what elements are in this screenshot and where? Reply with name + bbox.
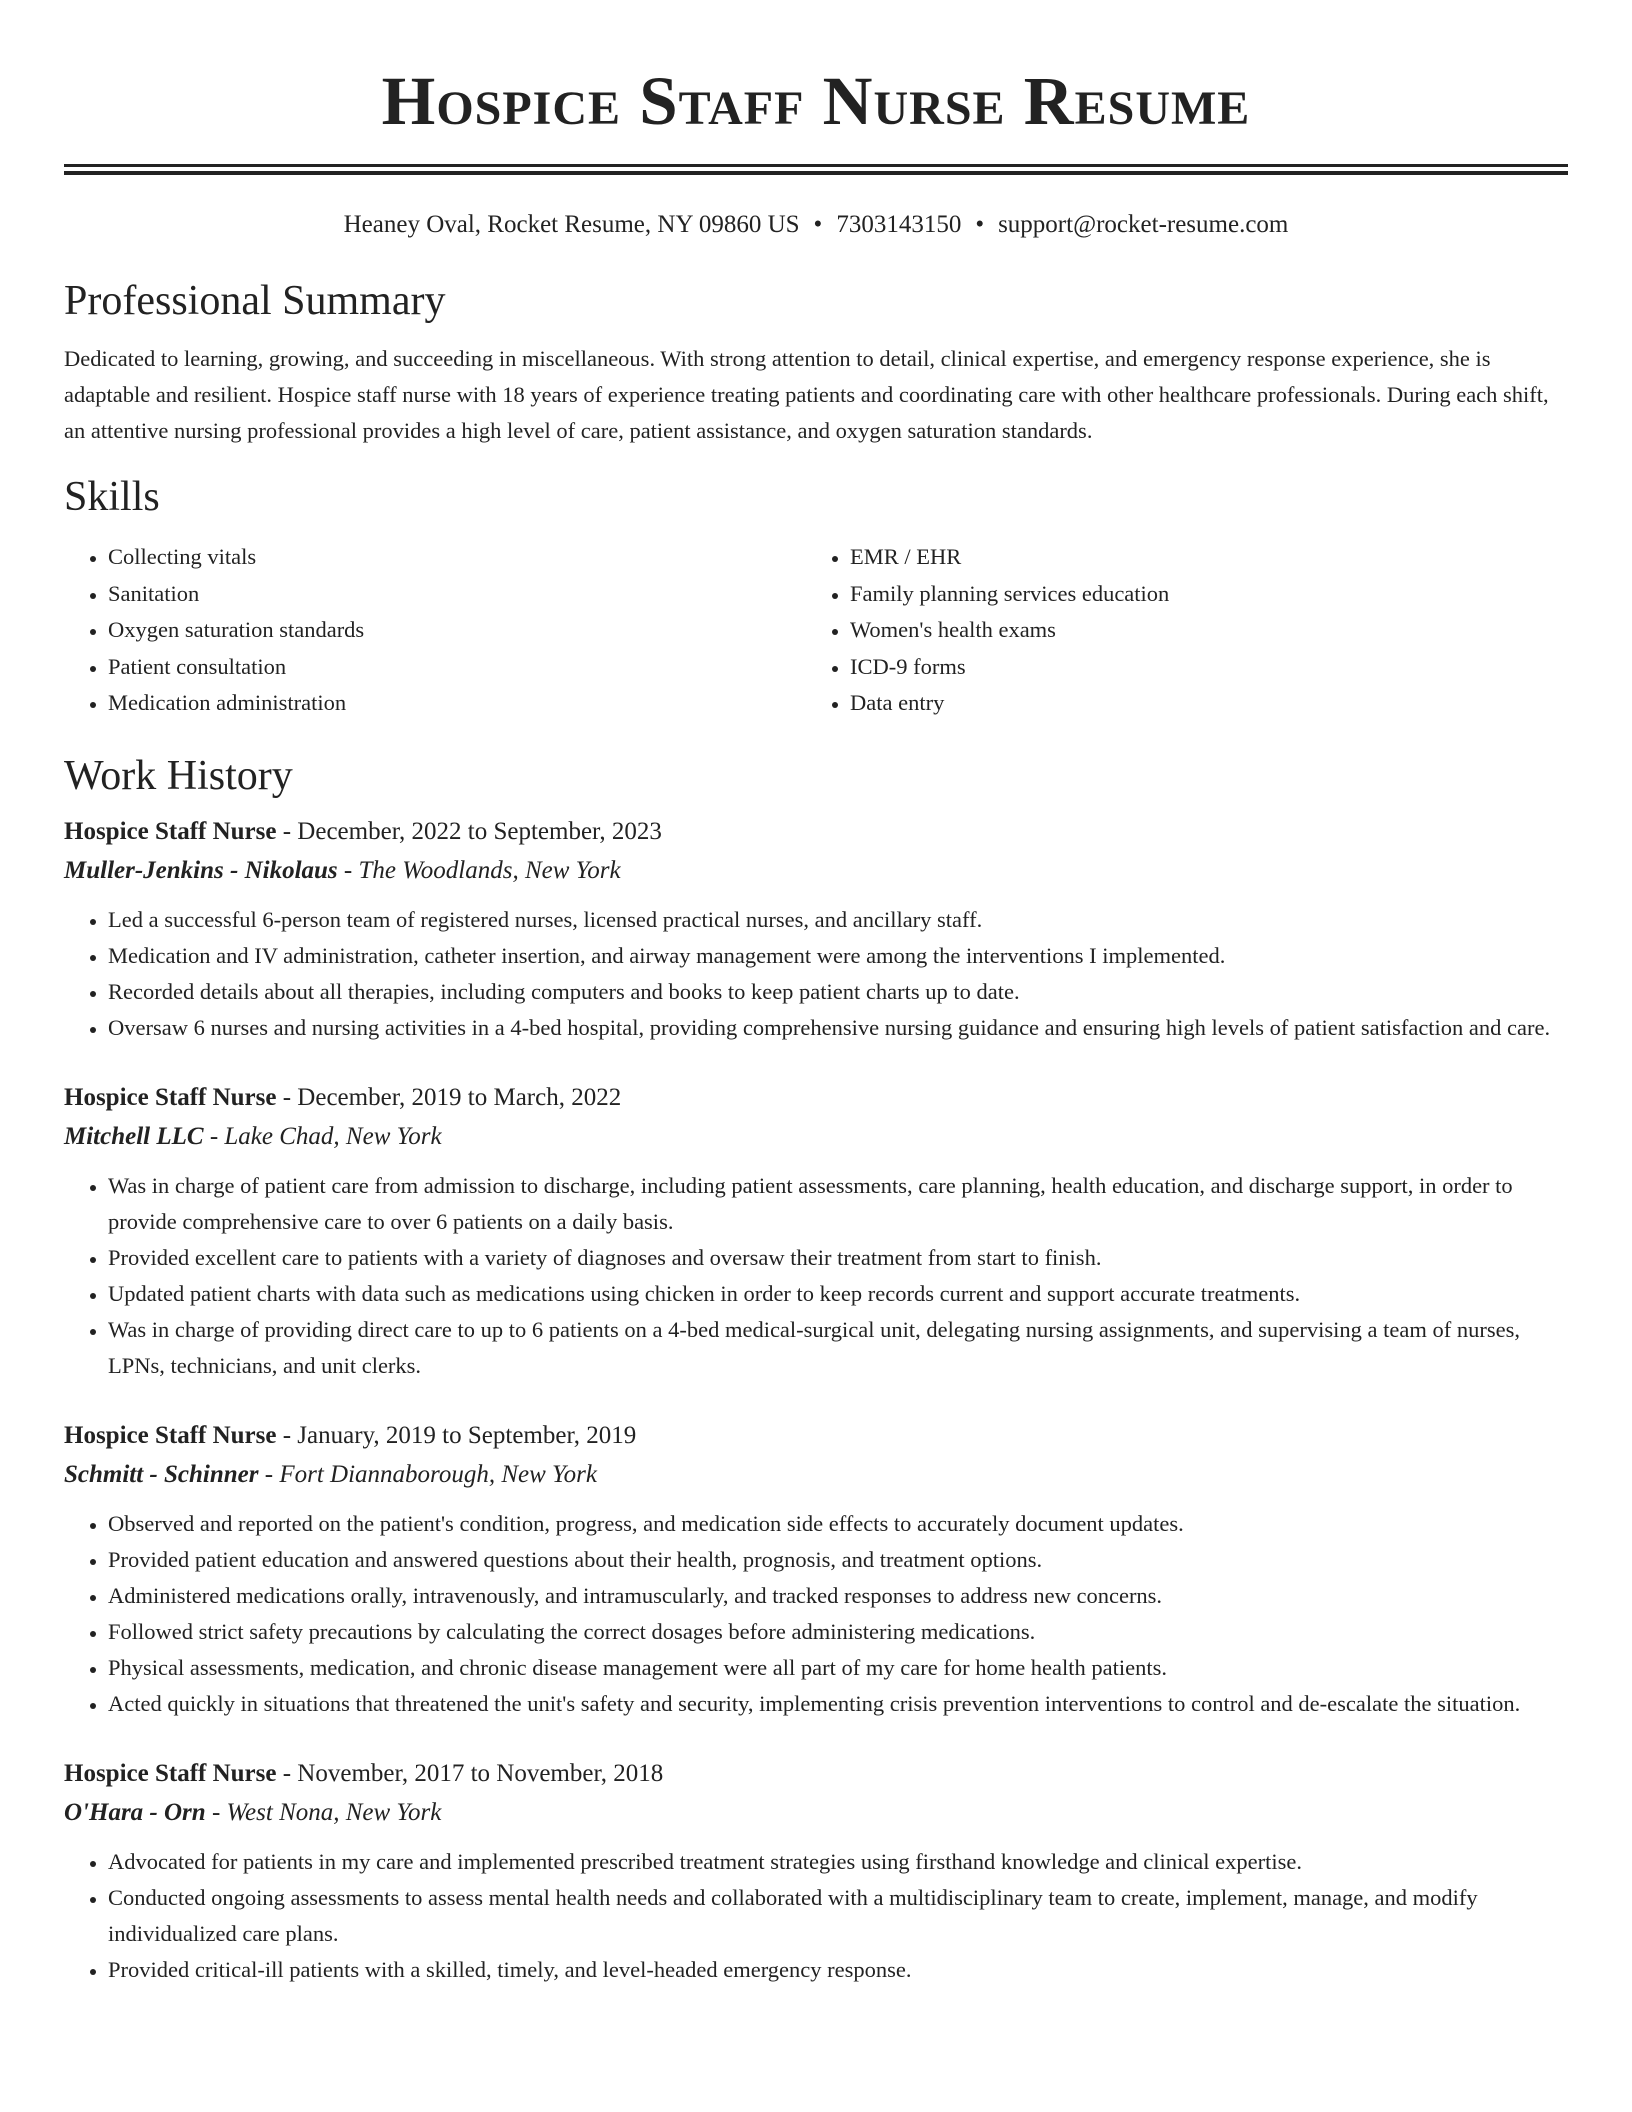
job-location: - West Nona, New York — [205, 1798, 442, 1826]
job-entry — [64, 1416, 1568, 1722]
job-bullets — [64, 1506, 1568, 1722]
skills-heading: Skills — [64, 474, 160, 520]
job-entry — [64, 1754, 1568, 1988]
skill-item: • Data entry — [850, 685, 1548, 722]
job-header — [64, 1416, 1568, 1456]
job-bullet: • Administered medications orally, intravenously, and intramuscularly, and tracked responses to address new concerns. — [108, 1578, 1568, 1614]
job-bullet: • Provided patient education and answered questions about their health, prognosis, and treatment options. — [108, 1542, 1568, 1578]
job-title: Hospice Staff Nurse — [64, 1421, 277, 1449]
job-header — [64, 1754, 1568, 1794]
job-spacer — [64, 1384, 1568, 1416]
job-bullet: • Acted quickly in situations that threatened the unit's safety and security, implementing crisis prevention interventions to control and de-escalate the situation. — [108, 1686, 1568, 1722]
job-bullet: • Medication and IV administration, catheter insertion, and airway management were among the interventions I implemented. — [108, 938, 1568, 974]
job-bullet: • Physical assessments, medication, and chronic disease management were all part of my care for home health patients. — [108, 1650, 1568, 1686]
job-company-line — [64, 852, 1568, 890]
job-dates: - December, 2022 to September, 2023 — [276, 817, 662, 845]
job-bullet: • Was in charge of providing direct care to up to 6 patients on a 4-bed medical-surgical unit, delegating nursing assignments, and supervising a team of nurses, LPNs, technicians, and unit clerks. — [108, 1312, 1568, 1384]
job-company-line — [64, 1118, 1568, 1156]
contact-phone: 7303143150 — [836, 211, 962, 238]
job-location: - The Woodlands, New York — [337, 856, 621, 884]
skill-item: • Patient consultation — [108, 649, 806, 686]
job-bullet: • Oversaw 6 nurses and nursing activities in a 4-bed hospital, providing comprehensive nursing guidance and ensuring high levels of patient satisfaction and care. — [108, 1010, 1568, 1046]
job-bullet: • Recorded details about all therapies, including computers and books to keep patient charts up to date. — [108, 974, 1568, 1010]
job-title: Hospice Staff Nurse — [64, 1083, 277, 1111]
skill-item: • Family planning services education — [850, 576, 1548, 613]
job-dates: - December, 2019 to March, 2022 — [276, 1083, 622, 1111]
job-bullet: • Updated patient charts with data such as medications using chicken in order to keep records current and support accurate treatments. — [108, 1276, 1568, 1312]
skill-item: • Sanitation — [108, 576, 806, 613]
skill-item: • Collecting vitals — [108, 539, 806, 576]
skills-list — [64, 539, 1568, 722]
job-location: - Fort Diannaborough, New York — [258, 1460, 597, 1488]
job-company-line — [64, 1456, 1568, 1494]
work-history-heading: Work History — [64, 752, 293, 799]
title-divider — [64, 164, 1568, 175]
job-bullet: • Followed strict safety precautions by calculating the correct dosages before administering medications. — [108, 1614, 1568, 1650]
job-header — [64, 812, 1568, 852]
job-company: Schmitt - Schinner — [64, 1460, 259, 1488]
skill-item: • EMR / EHR — [850, 539, 1548, 576]
job-title: Hospice Staff Nurse — [64, 817, 277, 845]
skill-item: • ICD-9 forms — [850, 649, 1548, 686]
job-dates: - November, 2017 to November, 2018 — [276, 1759, 664, 1787]
job-company: Muller-Jenkins - Nikolaus — [64, 856, 338, 884]
job-company-line — [64, 1794, 1568, 1832]
job-header — [64, 1078, 1568, 1118]
job-bullets — [64, 1844, 1568, 1988]
job-entry — [64, 812, 1568, 1046]
skills-column-left — [64, 539, 806, 722]
job-bullets — [64, 1168, 1568, 1384]
job-bullet: • Led a successful 6-person team of registered nurses, licensed practical nurses, and ancillary staff. — [108, 902, 1568, 938]
job-location: - Lake Chad, New York — [203, 1122, 442, 1150]
job-dates: - January, 2019 to September, 2019 — [276, 1421, 637, 1449]
job-bullets — [64, 902, 1568, 1046]
job-bullet: • Conducted ongoing assessments to assess mental health needs and collaborated with a multidisciplinary team to create, implement, manage, and modify individualized care plans. — [108, 1880, 1568, 1952]
job-company: Mitchell LLC — [64, 1122, 204, 1150]
job-bullet: • Provided excellent care to patients with a variety of diagnoses and oversaw their treatment from start to finish. — [108, 1240, 1568, 1276]
skill-item: • Medication administration — [108, 685, 806, 722]
job-bullet: • Provided critical-ill patients with a skilled, timely, and level-headed emergency response. — [108, 1952, 1568, 1988]
contact-address: Heaney Oval, Rocket Resume, NY 09860 US — [343, 211, 800, 238]
skill-item: • Women's health exams — [850, 612, 1548, 649]
job-title: Hospice Staff Nurse — [64, 1759, 277, 1787]
page-title: Hospice Staff Nurse Resume — [381, 63, 1251, 139]
resume-page — [64, 0, 1568, 1988]
summary-text: Dedicated to learning, growing, and succeeding in miscellaneous. With strong attention to detail, clinical expertise, and emergency response experience, she is adaptable and resilient. Hospice staff nurse with 18 years of experience treating patients and coordinating care with other healthcare professionals. During each shift, an attentive nursing professional provides a high level of care, patient assistance, and oxygen saturation standards. — [64, 346, 1549, 443]
job-spacer — [64, 1046, 1568, 1078]
contact-email: support@rocket-resume.com — [998, 211, 1289, 238]
skill-item: • Oxygen saturation standards — [108, 612, 806, 649]
job-entry — [64, 1078, 1568, 1384]
skills-column-right — [806, 539, 1548, 722]
job-bullet: • Observed and reported on the patient's condition, progress, and medication side effects to accurately document updates. — [108, 1506, 1568, 1542]
summary-heading: Professional Summary — [64, 278, 446, 324]
contact-line — [64, 209, 1568, 241]
job-company: O'Hara - Orn — [64, 1798, 206, 1826]
job-bullet: • Advocated for patients in my care and implemented prescribed treatment strategies using firsthand knowledge and clinical expertise. — [108, 1844, 1568, 1880]
job-spacer — [64, 1722, 1568, 1754]
contact-separator: • — [975, 211, 985, 238]
job-bullet: • Was in charge of patient care from admission to discharge, including patient assessments, care planning, health education, and discharge support, in order to provide comprehensive care to over 6 patients on a daily basis. — [108, 1168, 1568, 1240]
contact-separator: • — [813, 211, 823, 238]
